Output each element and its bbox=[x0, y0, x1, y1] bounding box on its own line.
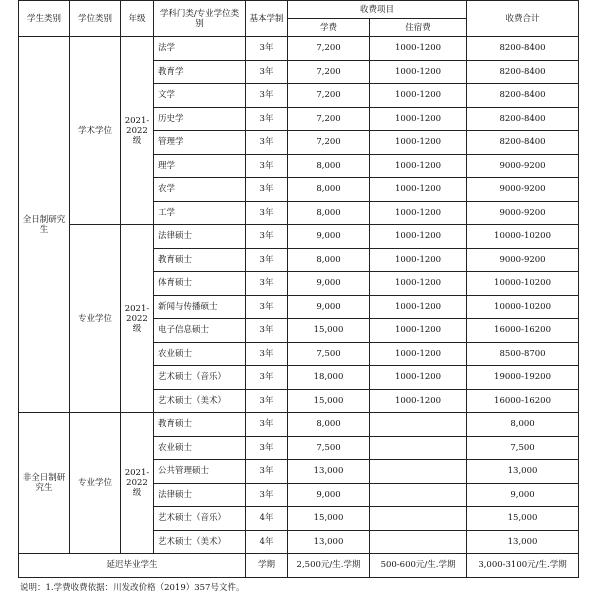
header-dorm: 住宿费 bbox=[370, 19, 467, 37]
dorm-cell bbox=[370, 530, 467, 554]
subject-cell: 工学 bbox=[154, 201, 246, 225]
tuition-cell: 8,000 bbox=[288, 154, 370, 178]
dorm-cell: 1000-1200 bbox=[370, 84, 467, 108]
dorm-cell: 1000-1200 bbox=[370, 201, 467, 225]
total-cell: 9000-9200 bbox=[467, 154, 579, 178]
tuition-cell: 7,500 bbox=[288, 342, 370, 366]
duration-cell: 3年 bbox=[246, 272, 288, 296]
grade-academic: 2021-2022级 bbox=[121, 37, 154, 225]
grade-professional: 2021-2022级 bbox=[121, 225, 154, 413]
duration-cell: 3年 bbox=[246, 436, 288, 460]
tuition-cell: 7,500 bbox=[288, 436, 370, 460]
subject-cell: 艺术硕士（美术） bbox=[154, 530, 246, 554]
table-row bbox=[19, 413, 579, 437]
dorm-cell: 1000-1200 bbox=[370, 107, 467, 131]
duration-cell: 3年 bbox=[246, 460, 288, 484]
dorm-cell: 1000-1200 bbox=[370, 389, 467, 413]
subject-cell: 历史学 bbox=[154, 107, 246, 131]
degree-type-professional: 专业学位 bbox=[70, 225, 121, 413]
dorm-cell bbox=[370, 436, 467, 460]
tuition-cell: 13,000 bbox=[288, 530, 370, 554]
subject-cell: 教育学 bbox=[154, 60, 246, 84]
table-row bbox=[19, 225, 579, 249]
tuition-cell: 8,000 bbox=[288, 178, 370, 202]
footnote: 说明：1.学费收费依据：川发改价格（2019）357号文件。 bbox=[20, 582, 245, 593]
subject-cell: 教育硕士 bbox=[154, 248, 246, 272]
dorm-cell bbox=[370, 460, 467, 484]
dorm-cell: 1000-1200 bbox=[370, 295, 467, 319]
dorm-cell bbox=[370, 483, 467, 507]
dorm-cell: 1000-1200 bbox=[370, 37, 467, 61]
subject-cell: 管理学 bbox=[154, 131, 246, 155]
header-fee-items: 收费项目 bbox=[288, 1, 467, 19]
total-cell: 13,000 bbox=[467, 460, 579, 484]
delayed-label: 延迟毕业学生 bbox=[19, 554, 246, 578]
duration-cell: 3年 bbox=[246, 342, 288, 366]
subject-cell: 公共管理硕士 bbox=[154, 460, 246, 484]
total-cell: 8200-8400 bbox=[467, 131, 579, 155]
header-degree-type: 学位类别 bbox=[70, 1, 121, 37]
subject-cell: 电子信息硕士 bbox=[154, 319, 246, 343]
tuition-cell: 8,000 bbox=[288, 248, 370, 272]
tuition-cell: 13,000 bbox=[288, 460, 370, 484]
tuition-cell: 18,000 bbox=[288, 366, 370, 390]
duration-cell: 3年 bbox=[246, 60, 288, 84]
duration-cell: 3年 bbox=[246, 295, 288, 319]
subject-cell: 文学 bbox=[154, 84, 246, 108]
tuition-cell: 8,000 bbox=[288, 413, 370, 437]
dorm-cell: 1000-1200 bbox=[370, 178, 467, 202]
duration-cell: 3年 bbox=[246, 319, 288, 343]
total-cell: 9000-9200 bbox=[467, 248, 579, 272]
duration-cell: 3年 bbox=[246, 413, 288, 437]
subject-cell: 体育硕士 bbox=[154, 272, 246, 296]
total-cell: 8,000 bbox=[467, 413, 579, 437]
total-cell: 10000-10200 bbox=[467, 225, 579, 249]
total-cell: 8200-8400 bbox=[467, 60, 579, 84]
delayed-dorm: 500-600元/生.学期 bbox=[370, 554, 467, 578]
total-cell: 9,000 bbox=[467, 483, 579, 507]
delayed-total: 3,000-3100元/生.学期 bbox=[467, 554, 579, 578]
total-cell: 16000-16200 bbox=[467, 389, 579, 413]
subject-cell: 教育硕士 bbox=[154, 413, 246, 437]
tuition-cell: 9,000 bbox=[288, 295, 370, 319]
dorm-cell: 1000-1200 bbox=[370, 272, 467, 296]
header-tuition: 学费 bbox=[288, 19, 370, 37]
fee-table bbox=[18, 0, 579, 578]
header-student-type: 学生类别 bbox=[19, 1, 70, 37]
student-type-part-time: 非全日制研究生 bbox=[19, 413, 70, 554]
tuition-cell: 9,000 bbox=[288, 272, 370, 296]
subject-cell: 艺术硕士（音乐） bbox=[154, 366, 246, 390]
grade-part-time: 2021-2022级 bbox=[121, 413, 154, 554]
dorm-cell: 1000-1200 bbox=[370, 248, 467, 272]
tuition-cell: 9,000 bbox=[288, 225, 370, 249]
header-total: 收费合计 bbox=[467, 1, 579, 37]
subject-cell: 理学 bbox=[154, 154, 246, 178]
duration-cell: 3年 bbox=[246, 178, 288, 202]
duration-cell: 3年 bbox=[246, 389, 288, 413]
duration-cell: 3年 bbox=[246, 483, 288, 507]
duration-cell: 3年 bbox=[246, 154, 288, 178]
duration-cell: 4年 bbox=[246, 507, 288, 531]
tuition-cell: 8,000 bbox=[288, 201, 370, 225]
total-cell: 8200-8400 bbox=[467, 37, 579, 61]
subject-cell: 法律硕士 bbox=[154, 225, 246, 249]
table-row bbox=[19, 37, 579, 61]
total-cell: 15,000 bbox=[467, 507, 579, 531]
duration-cell: 3年 bbox=[246, 131, 288, 155]
subject-cell: 农业硕士 bbox=[154, 436, 246, 460]
duration-cell: 3年 bbox=[246, 84, 288, 108]
subject-cell: 农业硕士 bbox=[154, 342, 246, 366]
total-cell: 10000-10200 bbox=[467, 272, 579, 296]
subject-cell: 农学 bbox=[154, 178, 246, 202]
tuition-cell: 7,200 bbox=[288, 60, 370, 84]
delayed-unit: 学期 bbox=[246, 554, 288, 578]
fee-table-document bbox=[18, 0, 578, 593]
header-duration: 基本学制 bbox=[246, 1, 288, 37]
subject-cell: 新闻与传播硕士 bbox=[154, 295, 246, 319]
total-cell: 8200-8400 bbox=[467, 84, 579, 108]
total-cell: 7,500 bbox=[467, 436, 579, 460]
subject-cell: 法学 bbox=[154, 37, 246, 61]
total-cell: 8500-8700 bbox=[467, 342, 579, 366]
header-discipline: 学科门类/专业学位类别 bbox=[154, 1, 246, 37]
dorm-cell: 1000-1200 bbox=[370, 131, 467, 155]
dorm-cell: 1000-1200 bbox=[370, 60, 467, 84]
degree-type-part-time: 专业学位 bbox=[70, 413, 121, 554]
duration-cell: 3年 bbox=[246, 248, 288, 272]
dorm-cell bbox=[370, 413, 467, 437]
total-cell: 8200-8400 bbox=[467, 107, 579, 131]
dorm-cell: 1000-1200 bbox=[370, 154, 467, 178]
dorm-cell: 1000-1200 bbox=[370, 225, 467, 249]
header-grade: 年级 bbox=[121, 1, 154, 37]
table-row-delayed bbox=[19, 554, 579, 578]
tuition-cell: 7,200 bbox=[288, 37, 370, 61]
duration-cell: 3年 bbox=[246, 37, 288, 61]
dorm-cell: 1000-1200 bbox=[370, 342, 467, 366]
tuition-cell: 15,000 bbox=[288, 319, 370, 343]
dorm-cell: 1000-1200 bbox=[370, 366, 467, 390]
duration-cell: 4年 bbox=[246, 530, 288, 554]
delayed-tuition: 2,500元/生.学期 bbox=[288, 554, 370, 578]
tuition-cell: 7,200 bbox=[288, 131, 370, 155]
duration-cell: 3年 bbox=[246, 366, 288, 390]
duration-cell: 3年 bbox=[246, 107, 288, 131]
subject-cell: 艺术硕士（音乐） bbox=[154, 507, 246, 531]
tuition-cell: 7,200 bbox=[288, 84, 370, 108]
total-cell: 10000-10200 bbox=[467, 295, 579, 319]
total-cell: 9000-9200 bbox=[467, 201, 579, 225]
student-type-full-time: 全日制研究生 bbox=[19, 37, 70, 413]
duration-cell: 3年 bbox=[246, 201, 288, 225]
duration-cell: 3年 bbox=[246, 225, 288, 249]
tuition-cell: 15,000 bbox=[288, 389, 370, 413]
tuition-cell: 7,200 bbox=[288, 107, 370, 131]
total-cell: 13,000 bbox=[467, 530, 579, 554]
subject-cell: 法律硕士 bbox=[154, 483, 246, 507]
total-cell: 19000-19200 bbox=[467, 366, 579, 390]
total-cell: 16000-16200 bbox=[467, 319, 579, 343]
dorm-cell: 1000-1200 bbox=[370, 319, 467, 343]
dorm-cell bbox=[370, 507, 467, 531]
tuition-cell: 9,000 bbox=[288, 483, 370, 507]
subject-cell: 艺术硕士（美术） bbox=[154, 389, 246, 413]
total-cell: 9000-9200 bbox=[467, 178, 579, 202]
degree-type-academic: 学术学位 bbox=[70, 37, 121, 225]
tuition-cell: 15,000 bbox=[288, 507, 370, 531]
